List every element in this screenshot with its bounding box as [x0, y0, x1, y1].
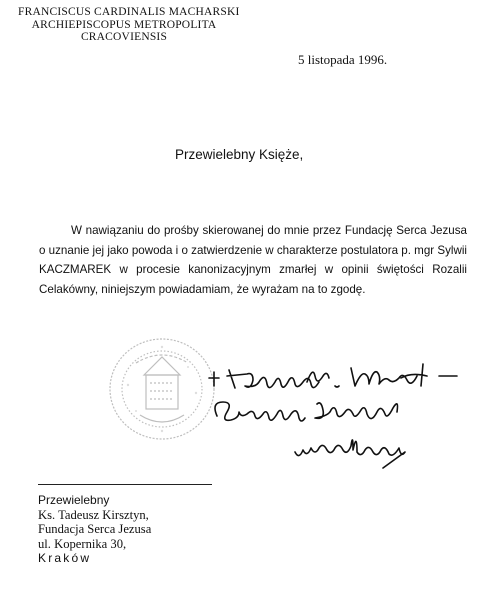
handwritten-signatures: [195, 360, 495, 480]
addressee-line-4: ul. Kopernika 30,: [38, 536, 127, 551]
addressee-line-1: Przewielebny: [38, 493, 110, 507]
letterhead-line-3: CRACOVIENSIS: [80, 31, 168, 43]
addressee-line-2: Ks. Tadeusz Kirsztyn,: [38, 507, 149, 522]
addressee-block: [38, 493, 151, 566]
salutation: Przewielebny Księże,: [175, 147, 304, 162]
letterhead-line-2: ARCHIEPISCOPUS METROPOLITA: [31, 18, 217, 31]
letter-date: 5 listopada 1996.: [298, 52, 388, 67]
letter-body: W nawiązaniu do prośby skierowanej do mnie przez Fundację Serca Jezusa o uznanie jej jako powoda i o zatwierdzenie w charakterze postulatora p. mgr Sylwii KACZMAREK w procesie kanonizacyjnym zmarłej w opinii świętości Rozalii Celakówny, niniejszym powiadamiam, że wyrażam na to zgodę.: [39, 224, 467, 296]
divider-line: [38, 484, 212, 485]
letterhead: [18, 6, 240, 44]
addressee-city: Kraków: [38, 551, 92, 565]
addressee-line-3: Fundacja Serca Jezusa: [38, 522, 152, 536]
letterhead-line-1: FRANCISCUS CARDINALIS MACHARSKI: [18, 6, 240, 18]
